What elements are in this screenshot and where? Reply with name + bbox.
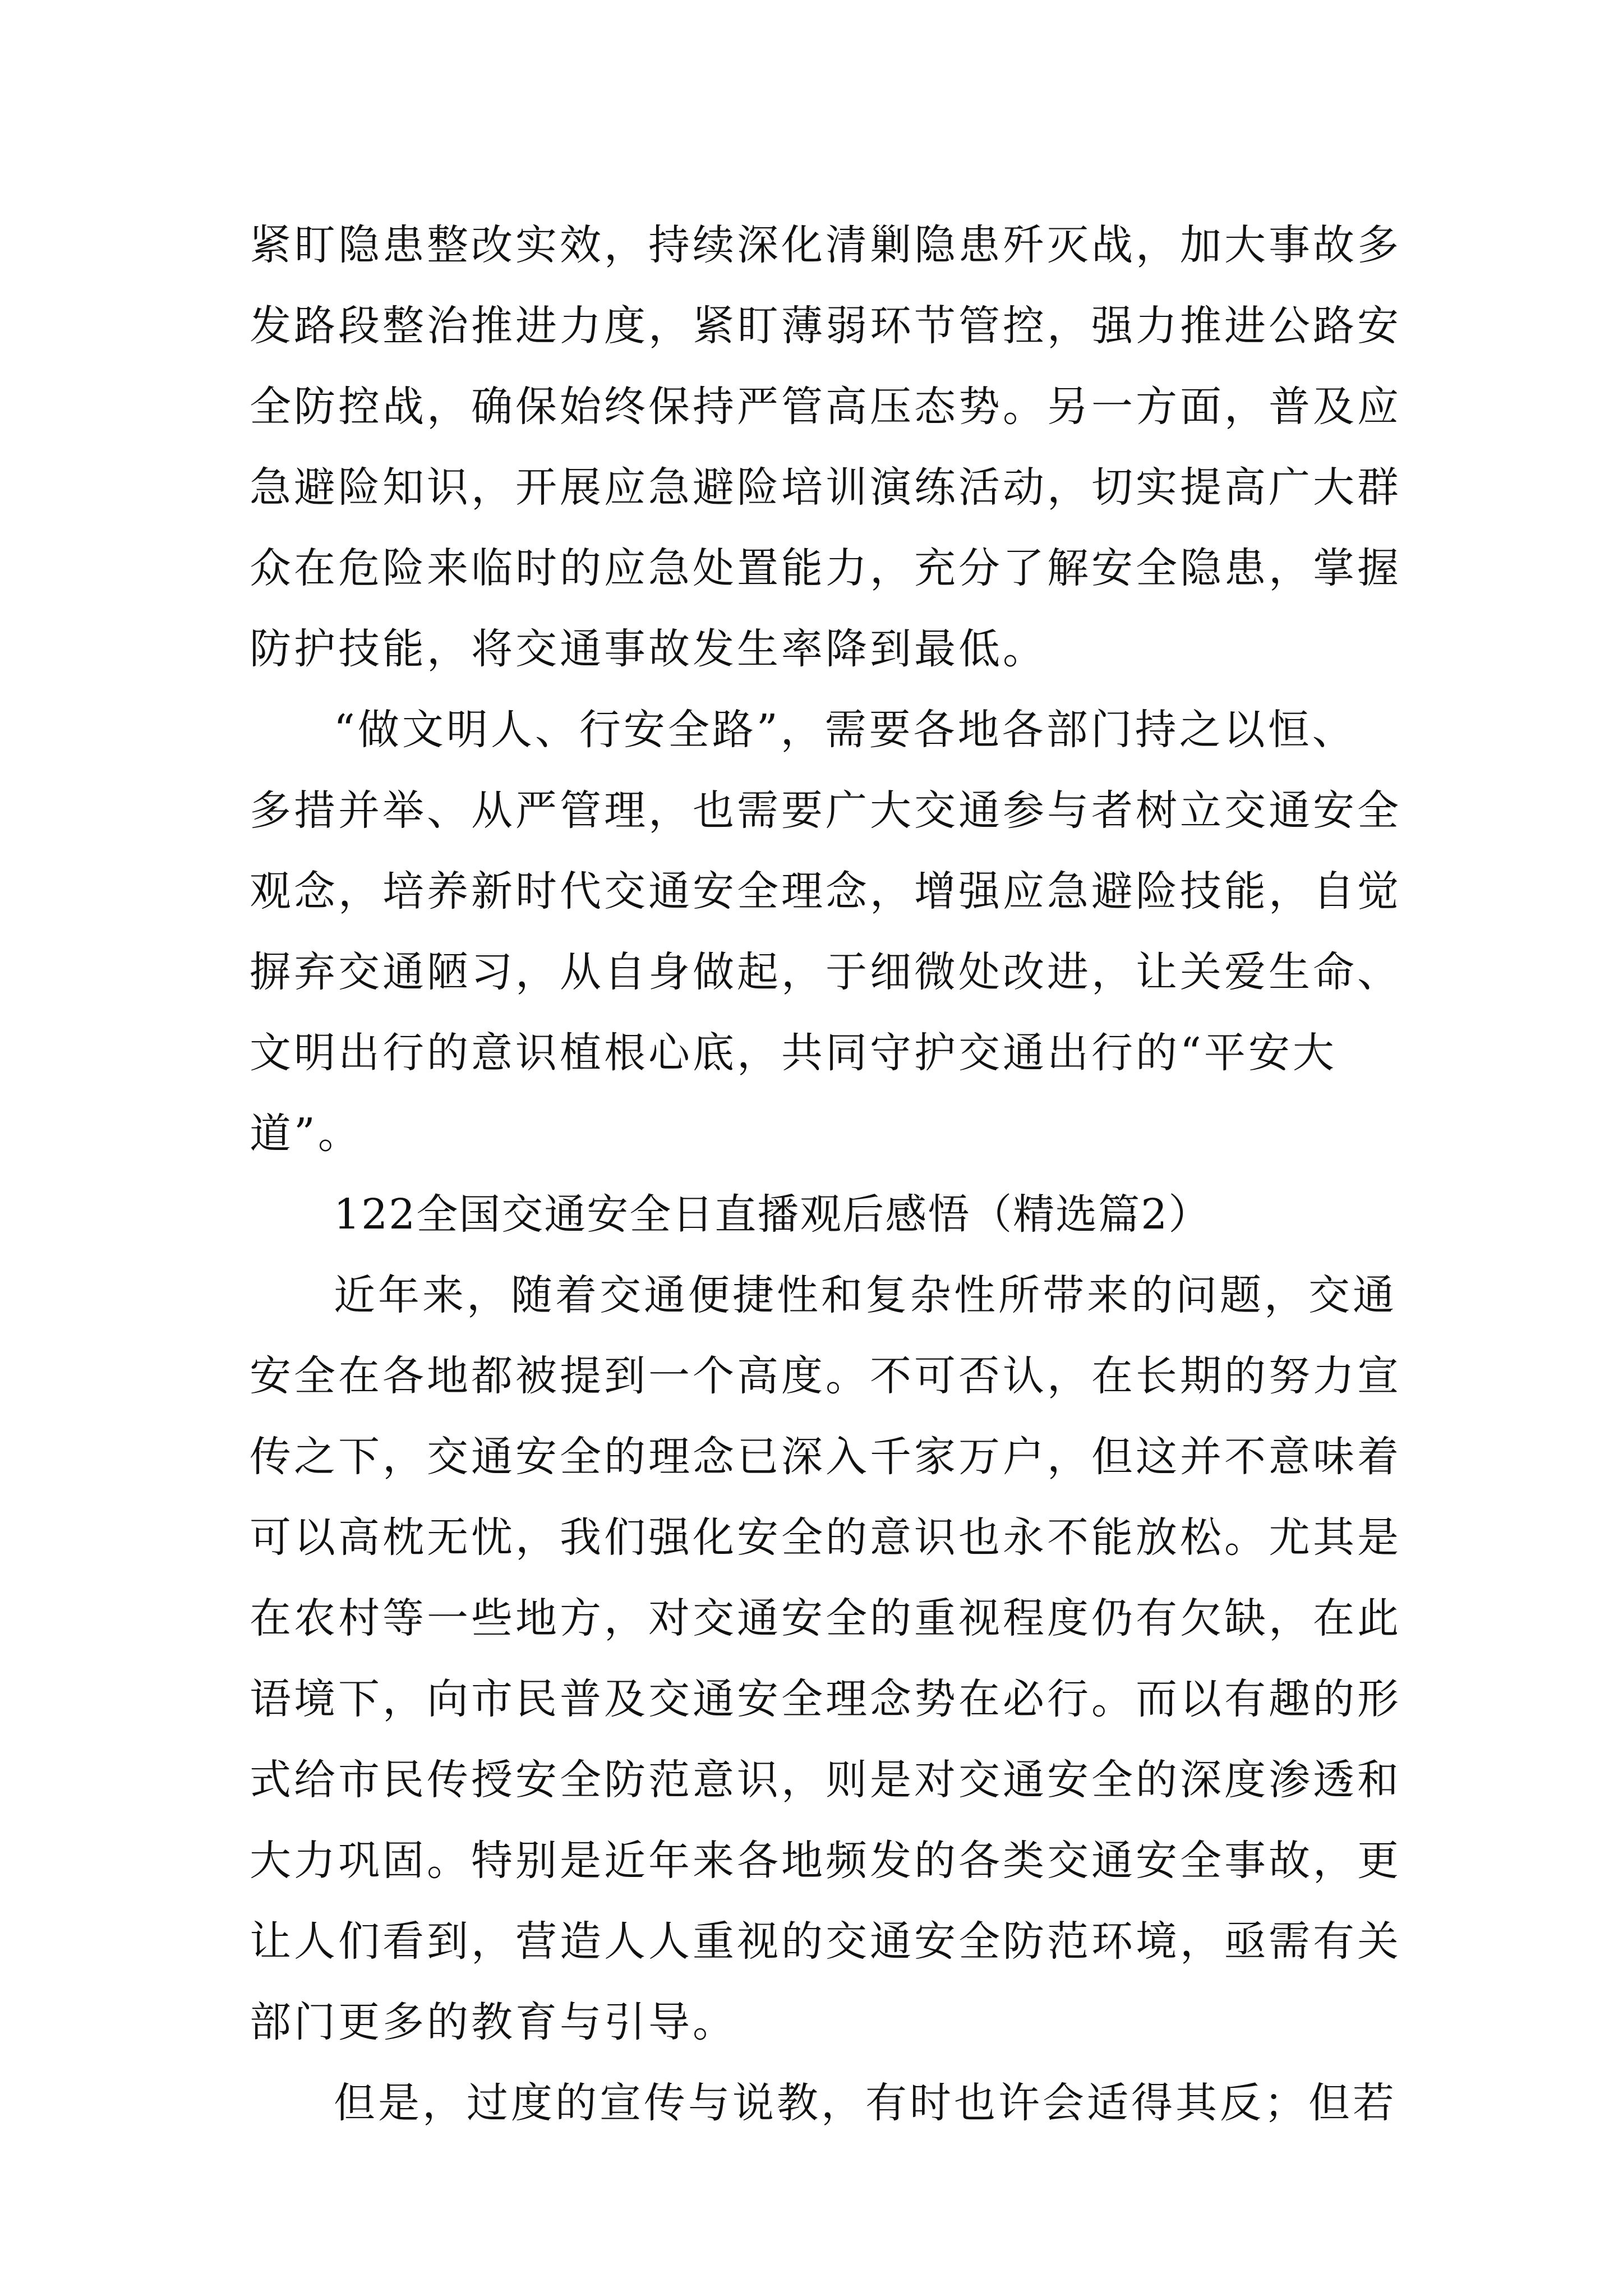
- text-line: “做文明人、行安全路”，需要各地各部门持之以恒、: [334, 706, 1357, 754]
- text-line: 观念，培养新时代交通安全理念，增强应急避险技能，自觉: [250, 867, 1401, 915]
- text-line: 大力巩固。特别是近年来各地频发的各类交通安全事故，更: [250, 1837, 1401, 1885]
- text-line: 多措并举、从严管理，也需要广大交通参与者树立交通安全: [250, 786, 1401, 835]
- text-line: 发路段整治推进力度，紧盯薄弱环节管控，强力推进公路安: [250, 302, 1401, 350]
- text-line: 让人们看到，营造人人重视的交通安全防范环境，亟需有关: [250, 1917, 1401, 1966]
- text-line: 道”。: [250, 1110, 362, 1158]
- text-line: 文明出行的意识植根心底，共同守护交通出行的“平安大: [250, 1029, 1337, 1077]
- text-line: 部门更多的教育与引导。: [250, 1998, 737, 2046]
- section-heading: 122全国交通安全日直播观后感悟（精选篇2）: [334, 1190, 1211, 1239]
- document-body: [250, 205, 1401, 2143]
- text-line: 近年来，随着交通便捷性和复杂性所带来的问题，交通: [334, 1271, 1397, 1319]
- text-line: 但是，过度的宣传与说教，有时也许会适得其反；但若: [334, 2079, 1397, 2127]
- text-line: 式给市民传授安全防范意识，则是对交通安全的深度渗透和: [250, 1756, 1401, 1804]
- text-line: 可以高枕无忧，我们强化安全的意识也永不能放松。尤其是: [250, 1513, 1401, 1562]
- text-line: 摒弃交通陋习，从自身做起，于细微处改进，让关爱生命、: [250, 948, 1401, 996]
- text-line: 防护技能，将交通事故发生率降到最低。: [250, 625, 1047, 673]
- text-line: 传之下，交通安全的理念已深入千家万户，但这并不意味着: [250, 1433, 1401, 1481]
- text-line: 语境下，向市民普及交通安全理念势在必行。而以有趣的形: [250, 1675, 1401, 1723]
- text-line: 急避险知识，开展应急避险培训演练活动，切实提高广大群: [250, 463, 1401, 512]
- text-line: 全防控战，确保始终保持严管高压态势。另一方面，普及应: [250, 383, 1401, 431]
- text-line: 紧盯隐患整改实效，持续深化清剿隐患歼灭战，加大事故多: [250, 221, 1401, 269]
- text-line: 在农村等一些地方，对交通安全的重视程度仍有欠缺，在此: [250, 1594, 1401, 1642]
- text-line: 安全在各地都被提到一个高度。不可否认，在长期的努力宣: [250, 1352, 1401, 1400]
- text-line: 众在危险来临时的应急处置能力，充分了解安全隐患，掌握: [250, 544, 1401, 592]
